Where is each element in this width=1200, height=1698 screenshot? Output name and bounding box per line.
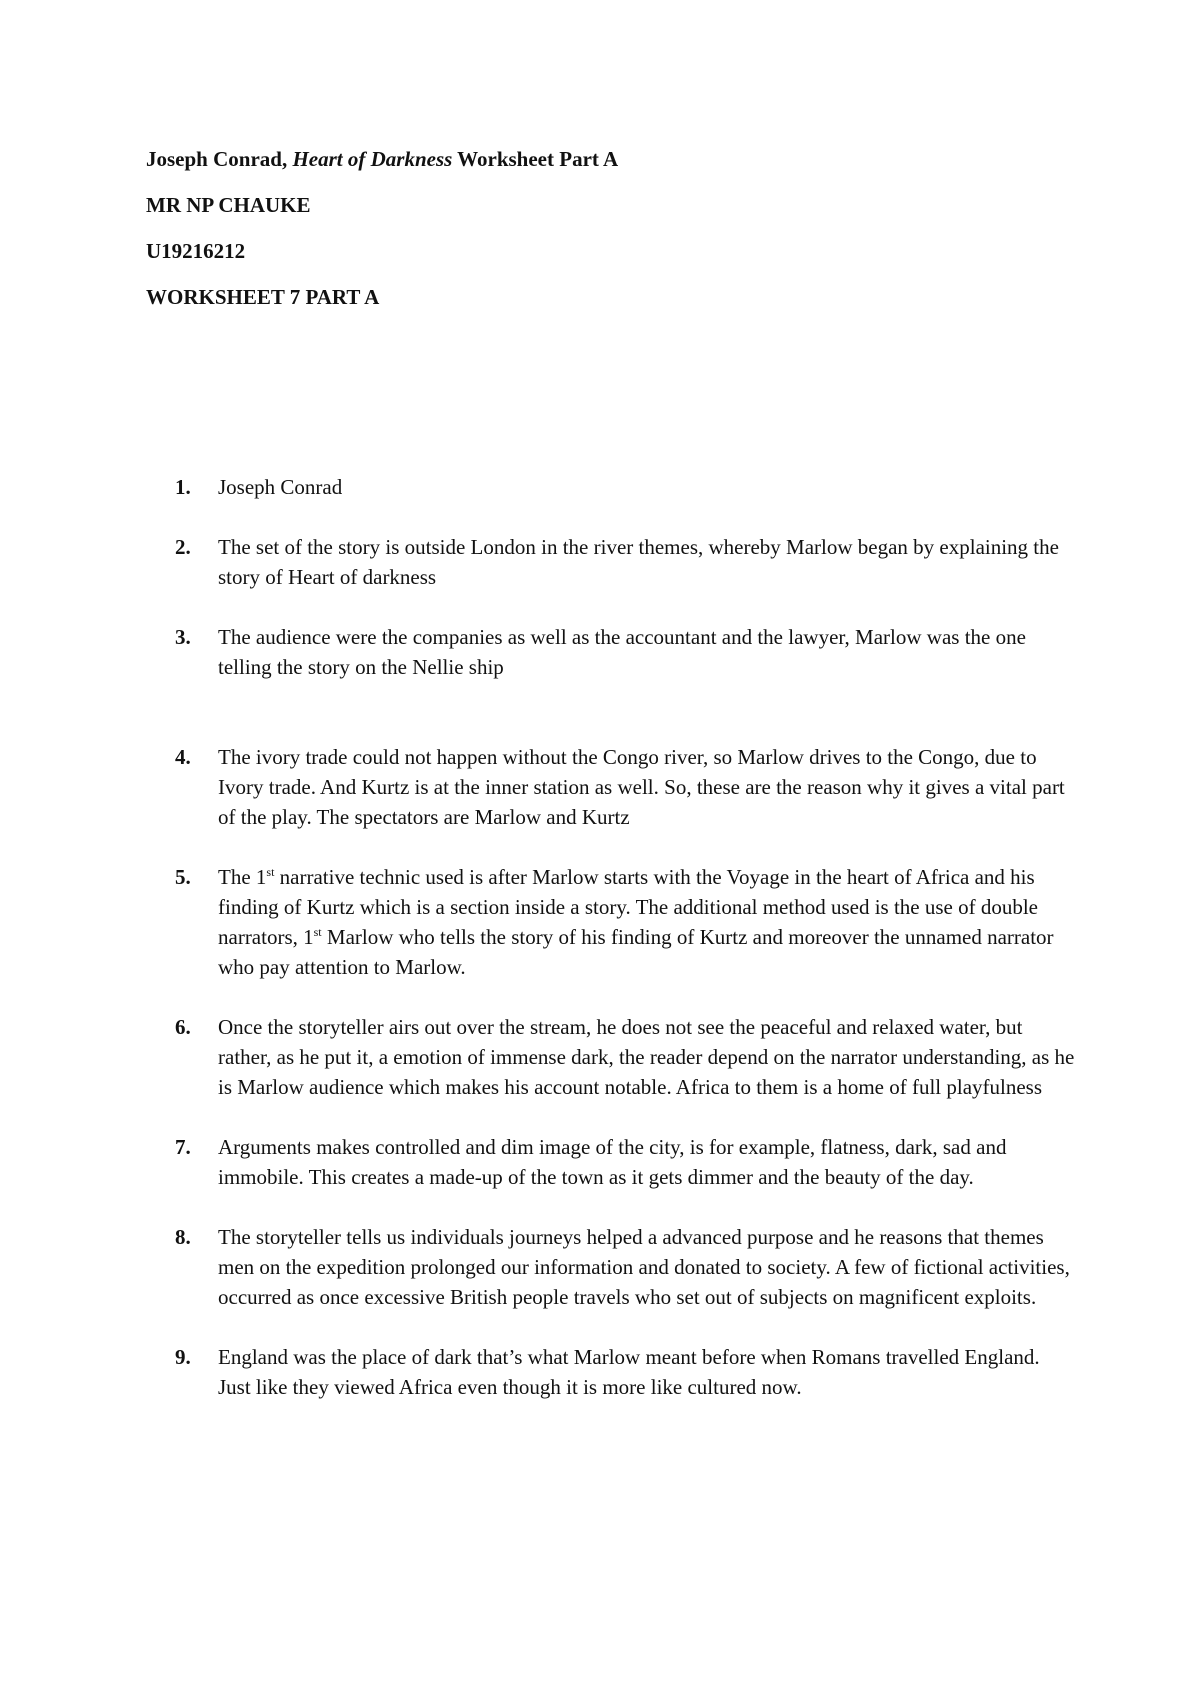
answer-item <box>175 1012 1075 1102</box>
answer-number: 3. <box>175 625 191 649</box>
answer-item <box>175 622 1075 682</box>
answer-number: 9. <box>175 1345 191 1369</box>
title-suffix: Worksheet Part A <box>452 147 619 171</box>
answer-number: 6. <box>175 1015 191 1039</box>
title-work: Heart of Darkness <box>292 147 453 171</box>
worksheet-label: WORKSHEET 7 PART A <box>146 285 380 309</box>
answer-text-part: Marlow who tells the story of his finding of Kurtz and moreover the unnamed narrator who pay attention to Marlow. <box>218 925 1054 979</box>
answer-number: 7. <box>175 1135 191 1159</box>
worksheet-title <box>146 147 1106 172</box>
answer-number: 5. <box>175 865 191 889</box>
answer-text <box>218 862 1075 982</box>
answer-number: 2. <box>175 535 191 559</box>
answer-text-part: The 1 <box>218 865 267 889</box>
answer-number: 4. <box>175 745 191 769</box>
document-header <box>146 147 1106 331</box>
title-author: Joseph Conrad, <box>146 147 293 171</box>
answer-item <box>175 532 1075 592</box>
answer-item <box>175 1342 1075 1402</box>
student-number: U19216212 <box>146 239 246 263</box>
answer-number: 1. <box>175 475 191 499</box>
answer-list <box>175 472 1075 1432</box>
answer-text-part: narrative technic used is after Marlow starts with the Voyage in the heart of Africa and his finding of Kurtz which is a section inside a story. The additional method used is the use of double narrators, 1 <box>218 865 1039 949</box>
answer-number: 8. <box>175 1225 191 1249</box>
ordinal-suffix: st <box>313 925 322 939</box>
answer-text: The audience were the companies as well as the accountant and the lawyer, Marlow was the one telling the story on the Nellie ship <box>218 625 1026 679</box>
answer-item <box>175 862 1075 982</box>
answer-text: The storyteller tells us individuals journeys helped a advanced purpose and he reasons that themes men on the expedition prolonged our information and donated to society. A few of fictional activities, occurred as once excessive British people travels who set out of subjects on magnificent exploits. <box>218 1225 1070 1309</box>
answer-text: Joseph Conrad <box>218 475 343 499</box>
answer-item <box>175 472 1075 502</box>
answer-text: The ivory trade could not happen without the Congo river, so Marlow drives to the Congo, due to Ivory trade. And Kurtz is at the inner station as well. So, these are the reason why it gives a vital part of the play. The spectators are Marlow and Kurtz <box>218 745 1065 829</box>
answer-text: Once the storyteller airs out over the stream, he does not see the peaceful and relaxed water, but rather, as he put it, a emotion of immense dark, the reader depend on the narrator understanding, as he is Marlow audience which makes his account notable. Africa to them is a home of full playfulness <box>218 1015 1075 1099</box>
answer-text: England was the place of dark that’s what Marlow meant before when Romans travelled England. Just like they viewed Africa even though it is more like cultured now. <box>218 1345 1040 1399</box>
answer-item <box>175 1222 1075 1312</box>
ordinal-suffix: st <box>266 865 275 879</box>
answer-text: The set of the story is outside London in the river themes, whereby Marlow began by explaining the story of Heart of darkness <box>218 535 1059 589</box>
answer-item <box>175 1132 1075 1192</box>
student-name: MR NP CHAUKE <box>146 193 311 217</box>
answer-item <box>175 742 1075 832</box>
answer-text: Arguments makes controlled and dim image of the city, is for example, flatness, dark, sad and immobile. This creates a made-up of the town as it gets dimmer and the beauty of the day. <box>218 1135 1007 1189</box>
